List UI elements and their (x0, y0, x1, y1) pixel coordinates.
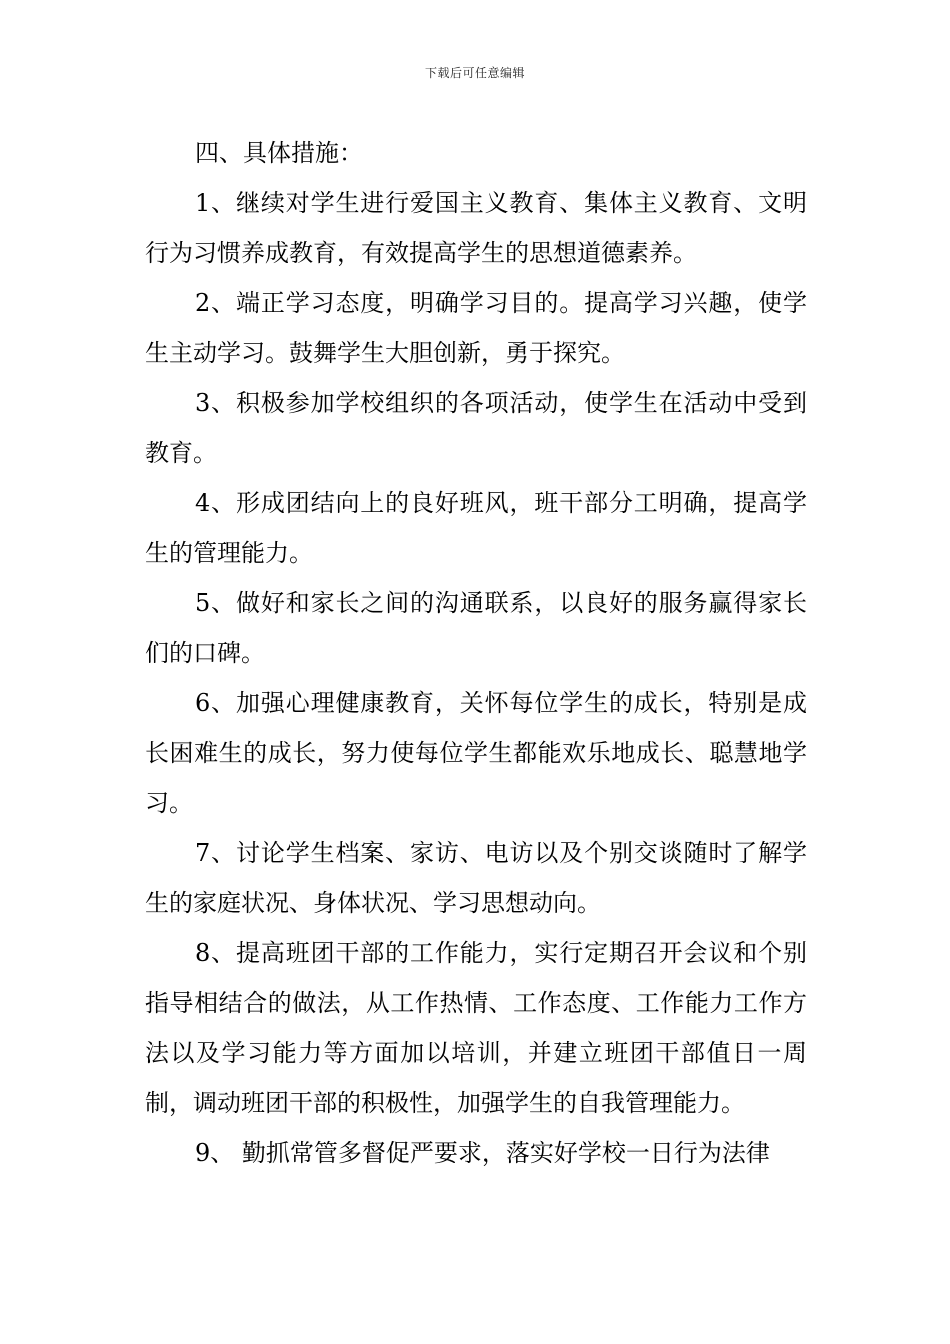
section-heading: 四、具体措施： (195, 139, 363, 167)
measure-item-8: 8、提高班团干部的工作能力，实行定期召开会议和个别指导相结合的做法，从工作热情、工作态度、工作能力工作方法以及学习能力等方面加以培训，并建立班团干部值日一周制，调动班团干部的积极性，加强学生的自我管理能力。 (145, 939, 807, 1117)
header-note: 下载后可任意编辑 (424, 66, 525, 80)
measure-item-5: 5、做好和家长之间的沟通联系，以良好的服务赢得家长们的口碑。 (145, 589, 807, 667)
measure-item-6: 6、加强心理健康教育，关怀每位学生的成长，特别是成长困难生的成长，努力使每位学生都能欢乐地成长、聪慧地学习。 (145, 689, 807, 817)
measure-item-9: 9、 勤抓常管多督促严要求，落实好学校一日行为法律 (195, 1139, 770, 1167)
measure-item-4: 4、形成团结向上的良好班风，班干部分工明确，提高学生的管理能力。 (145, 489, 807, 567)
document-body (145, 128, 807, 1178)
measure-item-1: 1、继续对学生进行爱国主义教育、集体主义教育、文明行为习惯养成教育，有效提高学生的思想道德素养。 (145, 189, 807, 267)
measure-item-2: 2、端正学习态度，明确学习目的。提高学习兴趣，使学生主动学习。鼓舞学生大胆创新，勇于探究。 (145, 289, 807, 367)
measure-item-3: 3、积极参加学校组织的各项活动，使学生在活动中受到教育。 (145, 389, 807, 467)
measure-item-7: 7、讨论学生档案、家访、电访以及个别交谈随时了解学生的家庭状况、身体状况、学习思想动向。 (145, 839, 807, 917)
